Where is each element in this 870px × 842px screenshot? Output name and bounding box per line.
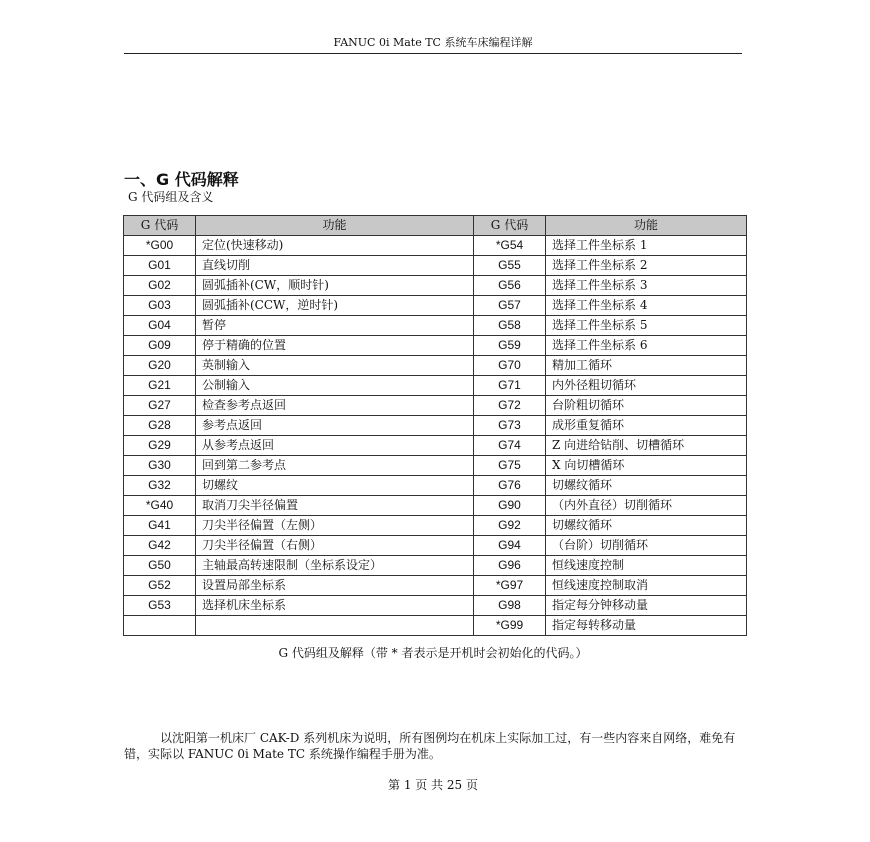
section-title: 一、G 代码解释 [124,170,239,189]
g-code-cell: G59 [474,336,546,356]
g-code-cell: G96 [474,556,546,576]
table-row [124,236,747,256]
g-code-cell: *G99 [474,616,546,636]
g-code-cell: G76 [474,476,546,496]
g-code-cell: *G54 [474,236,546,256]
note-paragraph: 以沈阳第一机床厂 CAK-D 系列机床为说明，所有图例均在机床上实际加工过，有一些内容来自网络，难免有错，实际以 FANUC 0i Mate TC 系统操作编程手册为准。 [124,731,736,761]
g-code-cell: G52 [124,576,196,596]
g-code-table [123,215,747,636]
table-row [124,316,747,336]
function-cell: 恒线速度控制 [546,556,747,576]
function-cell: 公制输入 [196,376,474,396]
table-row [124,256,747,276]
g-code-cell: G27 [124,396,196,416]
g-code-cell: G02 [124,276,196,296]
function-cell: Z 向进给钻削、切槽循环 [546,436,747,456]
g-code-cell: *G00 [124,236,196,256]
function-cell: 精加工循环 [546,356,747,376]
function-cell: 选择工件坐标系 6 [546,336,747,356]
table-caption: G 代码组及解释（带 * 者表示是开机时会初始化的代码。） [278,646,588,660]
function-cell: 选择工件坐标系 2 [546,256,747,276]
function-cell: 选择工件坐标系 1 [546,236,747,256]
g-code-cell: G90 [474,496,546,516]
function-cell: （内外直径）切削循环 [546,496,747,516]
g-code-cell: G30 [124,456,196,476]
function-cell: 检查参考点返回 [196,396,474,416]
g-code-cell: G03 [124,296,196,316]
function-cell: 停于精确的位置 [196,336,474,356]
function-cell: 恒线速度控制取消 [546,576,747,596]
function-cell: X 向切槽循环 [546,456,747,476]
table-row [124,336,747,356]
function-cell: 指定每转移动量 [546,616,747,636]
function-cell: （台阶）切削循环 [546,536,747,556]
column-header-g-code-left: G 代码 [124,216,196,236]
g-code-cell: G70 [474,356,546,376]
function-cell: 主轴最高转速限制（坐标系设定） [196,556,474,576]
function-cell: 设置局部坐标系 [196,576,474,596]
function-cell: 暂停 [196,316,474,336]
g-code-cell: G20 [124,356,196,376]
table-row [124,436,747,456]
function-cell: 选择工件坐标系 4 [546,296,747,316]
table-row [124,596,747,616]
column-header-function-left: 功能 [196,216,474,236]
g-code-cell: G53 [124,596,196,616]
function-cell: 选择工件坐标系 5 [546,316,747,336]
function-cell: 圆弧插补(CW，顺时针) [196,276,474,296]
table-row [124,456,747,476]
table-row [124,356,747,376]
table-row [124,516,747,536]
function-cell: 刀尖半径偏置（左侧） [196,516,474,536]
function-cell: 回到第二参考点 [196,456,474,476]
g-code-cell: *G97 [474,576,546,596]
g-code-cell: G94 [474,536,546,556]
g-code-cell: *G40 [124,496,196,516]
g-code-cell: G73 [474,416,546,436]
function-cell: 选择机床坐标系 [196,596,474,616]
header-divider [124,53,742,54]
function-cell: 切螺纹 [196,476,474,496]
function-cell: 切螺纹循环 [546,516,747,536]
table-row [124,416,747,436]
g-code-cell: G72 [474,396,546,416]
g-code-cell: G41 [124,516,196,536]
section-subtitle: G 代码组及含义 [128,190,214,204]
function-cell: 选择工件坐标系 3 [546,276,747,296]
table-row [124,496,747,516]
g-code-cell: G55 [474,256,546,276]
table-row [124,556,747,576]
g-code-cell: G57 [474,296,546,316]
g-code-cell: G04 [124,316,196,336]
function-cell [196,616,474,636]
table-row [124,276,747,296]
g-code-cell: G01 [124,256,196,276]
table-row [124,376,747,396]
function-cell: 切螺纹循环 [546,476,747,496]
function-cell: 取消刀尖半径偏置 [196,496,474,516]
g-code-cell: G32 [124,476,196,496]
column-header-g-code-right: G 代码 [474,216,546,236]
page-footer: 第 1 页 共 25 页 [388,778,478,792]
table-row [124,476,747,496]
table-row [124,576,747,596]
function-cell: 参考点返回 [196,416,474,436]
function-cell: 刀尖半径偏置（右侧） [196,536,474,556]
g-code-cell: G71 [474,376,546,396]
g-code-cell: G09 [124,336,196,356]
function-cell: 英制输入 [196,356,474,376]
g-code-cell: G92 [474,516,546,536]
g-code-cell: G58 [474,316,546,336]
g-code-cell: G56 [474,276,546,296]
page-header: FANUC 0i Mate TC 系统车床编程详解 [333,36,533,49]
table-header-row [124,216,747,236]
g-code-cell: G75 [474,456,546,476]
g-code-cell: G98 [474,596,546,616]
column-header-function-right: 功能 [546,216,747,236]
g-code-cell: G28 [124,416,196,436]
function-cell: 内外径粗切循环 [546,376,747,396]
table-row [124,396,747,416]
function-cell: 指定每分钟移动量 [546,596,747,616]
function-cell: 直线切削 [196,256,474,276]
table-row [124,616,747,636]
g-code-cell [124,616,196,636]
g-code-cell: G42 [124,536,196,556]
function-cell: 圆弧插补(CCW，逆时针) [196,296,474,316]
function-cell: 台阶粗切循环 [546,396,747,416]
table-body [124,236,747,636]
table-row [124,296,747,316]
g-code-cell: G21 [124,376,196,396]
function-cell: 从参考点返回 [196,436,474,456]
function-cell: 定位(快速移动) [196,236,474,256]
table-row [124,536,747,556]
g-code-cell: G50 [124,556,196,576]
g-code-cell: G29 [124,436,196,456]
function-cell: 成形重复循环 [546,416,747,436]
g-code-cell: G74 [474,436,546,456]
